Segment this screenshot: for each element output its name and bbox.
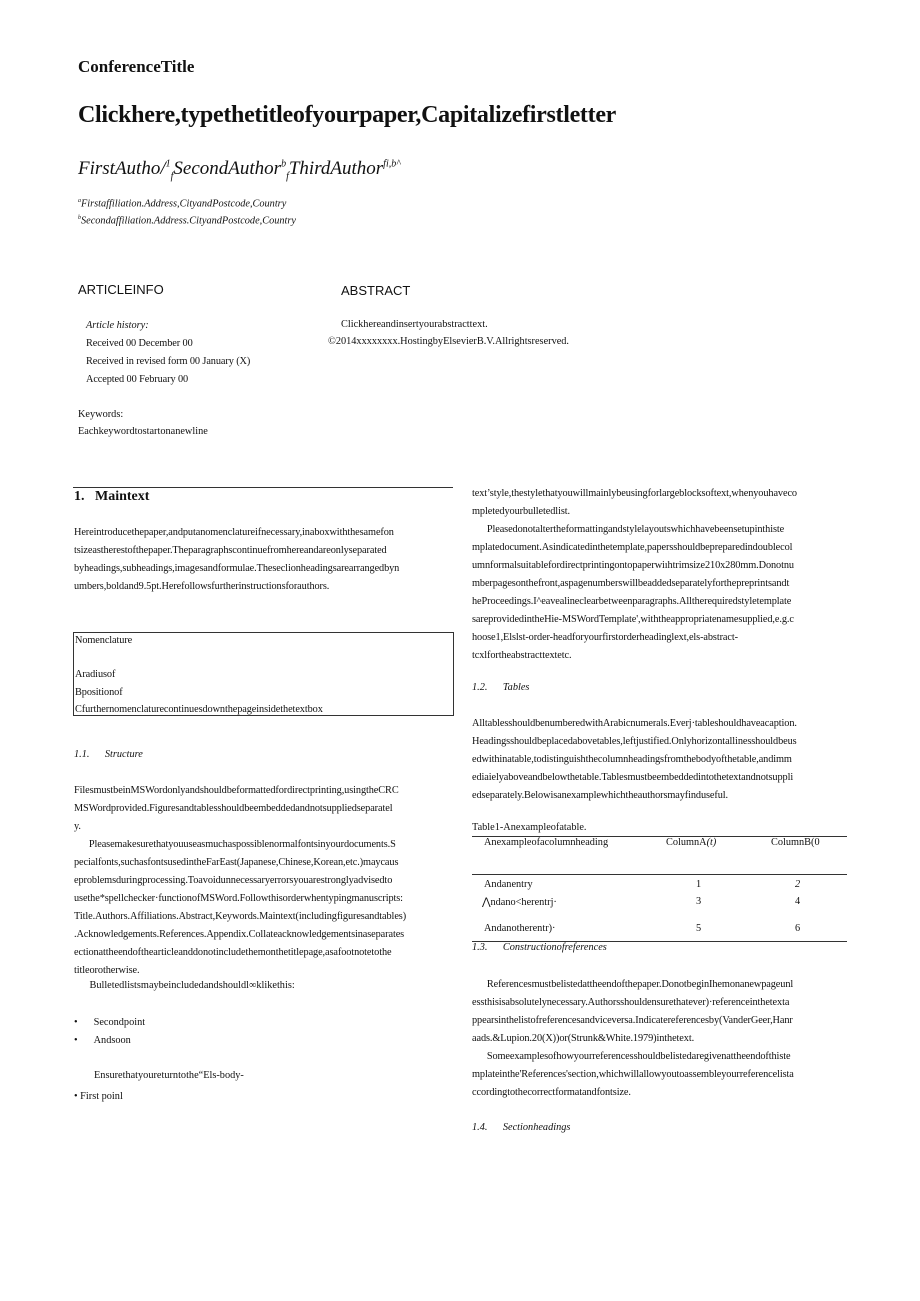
nomenclature-box: [73, 632, 454, 716]
col-unit: (t): [706, 837, 717, 848]
affiliation-mark: b: [78, 215, 81, 221]
text-line: edseparately.Belowisanexamplewhichtheauthorsmayfinduseful.: [472, 790, 729, 801]
table-cell: 5: [696, 923, 702, 934]
author-sep: f: [286, 170, 289, 182]
text-line: titleorotherwise.: [74, 965, 140, 976]
text-line: sareprovidedintheHie-MSWordTemplate',withtheappropriatenamesupplied,e.g.c: [472, 614, 794, 625]
abstract-heading: ABSTRACT: [341, 283, 411, 298]
bullet-icon: •: [74, 1035, 78, 1046]
bullet-text: Secondpoint: [93, 1017, 146, 1028]
structure-paragraph-1: [74, 782, 399, 836]
bulleted-intro: Bulletedlistsmaybeincludedandshouldl∞klikethis:: [74, 980, 295, 991]
author-3-sup: fi,b^: [383, 158, 401, 170]
tables-paragraph: [472, 715, 797, 805]
text-line: eproblemsduringprocessing.Toavoidunnecessaryerrorsyouarestronglyadvisedto: [74, 875, 393, 886]
intro-paragraph: [74, 524, 399, 596]
bullet-item: [74, 1035, 131, 1046]
table-cell: Andanentry: [484, 879, 533, 890]
table-cell: 1: [696, 879, 702, 890]
table-cell: 4: [795, 896, 801, 907]
table-caption: Table1-Anexampleofatable.: [472, 822, 587, 833]
text-line: Received 00 December 00: [86, 338, 193, 349]
affiliation-mark: a: [78, 198, 81, 204]
article-history: [86, 335, 250, 389]
text-line: tcxlfortheabstracttextetc.: [472, 650, 572, 661]
text-line: AlltablesshouldbenumberedwithArabicnumerals.Everj·tableshouldhaveacaption.: [472, 718, 797, 729]
table-cell: 2: [795, 879, 801, 890]
author-list: [78, 158, 400, 182]
structure-paragraph-2: [74, 836, 406, 980]
text-line: Referencesmustbelistedattheendofthepaper.DonotbeginIhemonanewpageunl: [472, 979, 794, 990]
subheading-structure: 1.1. Structure: [74, 749, 143, 760]
text-line: tsizeastherestofthepaper.Theparagraphscontinuefromhereandareonlyseparated: [74, 545, 387, 556]
author-2-sup: b: [281, 158, 287, 170]
text-line: MSWordprovided.Figuresandtablesshouldbeembeddedandnotsuppliedseparatel: [74, 803, 393, 814]
author-2: SecondAuthor: [173, 158, 282, 179]
table-cell: 3: [696, 896, 702, 907]
conference-title: ConferenceTitle: [78, 57, 195, 76]
paper-title: Clickhere,typethetitleofyourpaper,Capitalizefirstletter: [78, 102, 617, 128]
text-line: mberpagesonthefront,aspagenumberswillbeaddedseparatelyforthepreprintsandt: [472, 578, 790, 589]
table-header-col1: Anexampleofacolumnheading: [484, 837, 609, 848]
text-line: ppearsinthelistofreferencesandviceversa.Indicatereferencesby(VanderGeer,Hanr: [472, 1015, 793, 1026]
text-line: Pleasedonotaltertheformattingandstylelayoutswhichhavebeensetupinthiste: [472, 524, 785, 535]
text-line: ectionattheendofthearticleanddonotincludethemonthetitlepage,asafootnotetothe: [74, 947, 392, 958]
text-line: Someexamplesofhowyourreferencesshouldbelistedaregivenattheendofthiste: [472, 1051, 791, 1062]
col-label: ColumnA: [666, 837, 707, 848]
text-line: mplatedocument.Asindicatedinthetemplate,papersshouldbepreparedindoublecol: [472, 542, 793, 553]
text-line: aads.&Lupion.20(X))or(Strunk&White.1979)inthetext.: [472, 1033, 695, 1044]
nomenclature-item: Bpositionof: [75, 687, 123, 698]
table-cell: Andanotherentr)·: [484, 923, 556, 934]
text-line: mplateinthe'References'section,whichwillallowyoutoassembleyourreferencelista: [472, 1069, 794, 1080]
right-paragraph-continued: [472, 485, 797, 665]
text-line: essthisisabsolutelynecessary.Authorsshouldensurethatever)·referenceinthetexta: [472, 997, 790, 1008]
article-info-heading: ARTICLEINFO: [78, 282, 164, 297]
subheading-references: 1.3. Constructionofreferences: [472, 942, 607, 953]
bullet-text: Andsoon: [93, 1035, 131, 1046]
nomenclature-item: Aradiusof: [75, 669, 116, 680]
text-line: pecialfonts,suchasfontsusedintheFarEast(Japanese,Chinese,Korean,etc.)maycaus: [74, 857, 399, 868]
table-cell: ⋀ndano<herentrj·: [482, 897, 557, 908]
author-1: FirstAutho/: [78, 158, 166, 179]
text-line: y.: [74, 821, 81, 832]
text-line: .Acknowledgements.References.Appendix.Collateacknowledgementsinaseparates: [74, 929, 405, 940]
affiliation-text: Firstaffiliation.Address,CityandPostcode,Country: [81, 198, 287, 210]
text-line: Accepted 00 February 00: [86, 374, 189, 385]
keywords-label: Keywords:: [78, 409, 124, 420]
text-line: ccordingtothecorrectformatandfontsize.: [472, 1087, 631, 1098]
text-line: Title.Authors.Affiliations.Abstract,Keywords.Maintext(includingfiguresandtables): [74, 911, 407, 922]
affiliation-text: Secondaffiliation.Address.CityandPostcode,Country: [81, 215, 296, 227]
ensure-text: Ensurethatyoureturntothe“Els-body-: [94, 1070, 244, 1081]
author-1-sup: 1: [165, 158, 171, 170]
keywords: Eachkeywordtostartonanewline: [78, 426, 208, 437]
copyright: ©2014xxxxxxxx.HostingbyElsevierB.V.Allrightsreserved.: [328, 336, 570, 347]
text-line: Hereintroducethepaper,andputanomenclatureifnecessary,inaboxwiththesamefon: [74, 527, 394, 538]
text-line: edwithinatable,todistinguishthecolumnheadingsfromthebodyofthetable,andimm: [472, 754, 792, 765]
table-cell: 6: [795, 923, 801, 934]
nomenclature-item: Cfurthernomenclaturecontinuesdownthepageinsidethetextbox: [75, 704, 323, 715]
section-heading-maintext: 1. Maintext: [74, 489, 150, 504]
abstract-text: Clickhereandinsertyourabstracttext.: [341, 319, 488, 330]
author-sep: f: [170, 170, 174, 182]
first-point: • First poinl: [74, 1091, 123, 1102]
affiliation-b: [78, 215, 296, 226]
subheading-section-headings: 1.4. Sectionheadings: [472, 1122, 571, 1133]
affiliation-a: [78, 198, 286, 209]
section-rule: [73, 487, 453, 488]
subheading-tables: 1.2. Tables: [472, 682, 530, 693]
article-history-label: Article history:: [86, 320, 149, 331]
text-line: FilesmustbeinMSWordonlyandshouldbeformattedfordirectprinting,usingtheCRC: [74, 785, 399, 796]
text-line: text’style,thestylethatyouwillmainlybeusingforlargeblocksoftext,whenyouhaveco: [472, 488, 797, 499]
author-3: ThirdAuthor: [288, 158, 384, 179]
text-line: Pleasemakesurethatyouuseasmuchaspossiblenormalfontsinyourdocuments.S: [74, 839, 396, 850]
table-header-rule: [472, 874, 847, 875]
bullet-icon: •: [74, 1017, 78, 1028]
nomenclature-title: Nomenclature: [75, 635, 133, 646]
table-header-col3: ColumnB(0: [771, 837, 820, 848]
references-paragraph: [472, 976, 794, 1102]
text-line: heProceedings.I^eavealineclearbetweenparagraphs.Alltherequiredstyletemplate: [472, 596, 792, 607]
text-line: byheadings,subheadings,imagesandformulae.Theseclionheadingsarearrangedbyn: [74, 563, 400, 574]
text-line: umbers,boldand9.5pt.Herefollowsfurtherinstructionsforauthors.: [74, 581, 330, 592]
text-line: mpletedyourbulletedlist.: [472, 506, 570, 517]
text-line: Received in revised form 00 January (X): [86, 356, 251, 367]
table-header-col2: [666, 837, 716, 848]
text-line: umnformalsuitablefordirectprintingontopaperwiıhtrimsize210x280mm.Donotnu: [472, 560, 794, 571]
text-line: hoose1,Elslst-order-headforyourfirstorderheadinglext,els-abstract-: [472, 632, 738, 643]
bullet-item: [74, 1017, 145, 1028]
text-line: usethe*spellchecker·functionofMSWord.Followthisorderwhentypingmanuscripts:: [74, 893, 403, 904]
text-line: ediaielyaboveandbelowthetable.Tablesmustbeembeddedintothetextandnotsuppli: [472, 772, 794, 783]
text-line: Headingsshouldbeplacedabovetables,leftjustified.Onlyhorizontallinesshouldbeus: [472, 736, 797, 747]
